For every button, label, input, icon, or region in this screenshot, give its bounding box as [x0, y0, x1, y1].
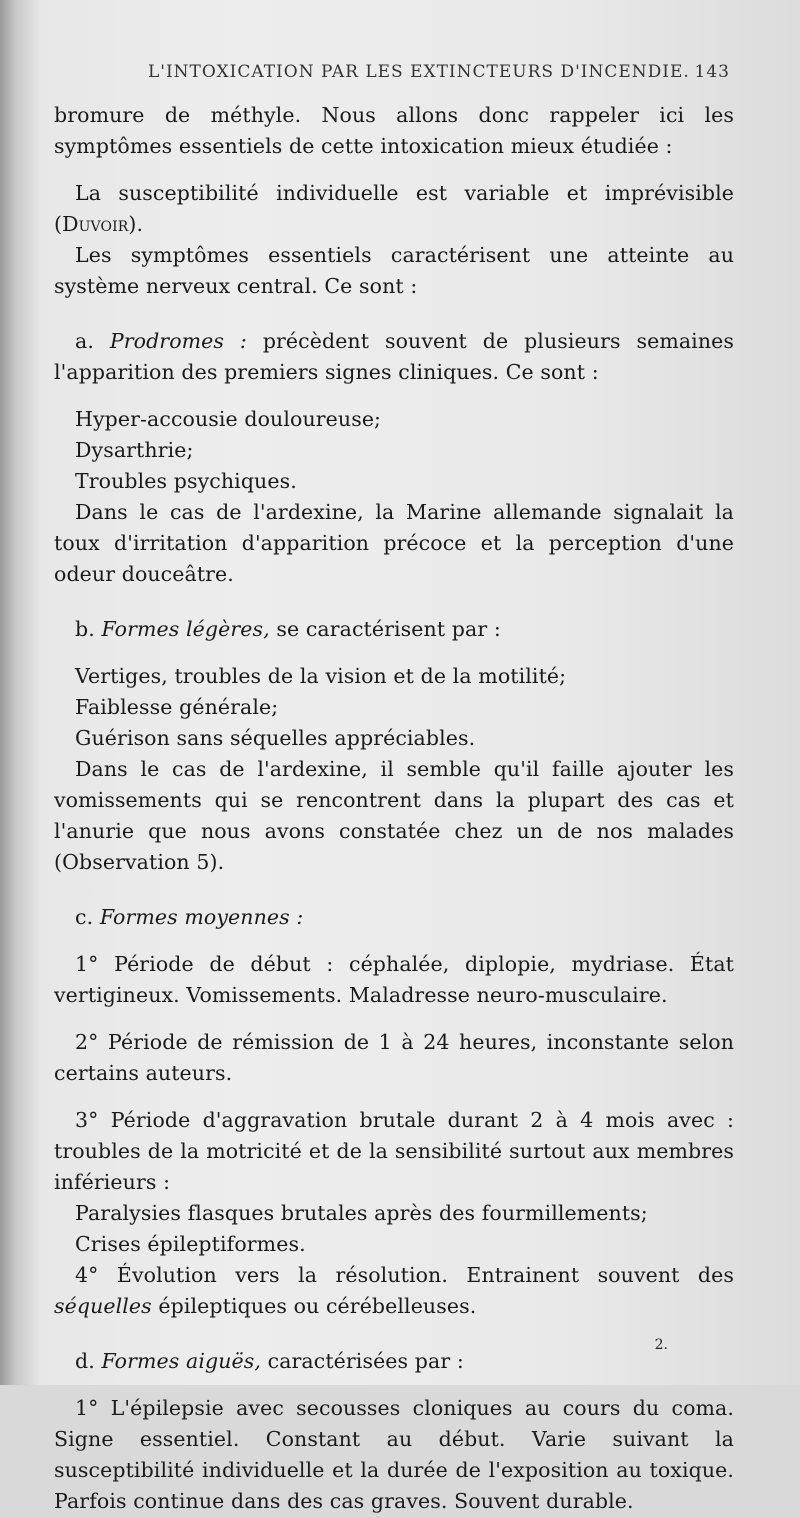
section-c-letter: c. [75, 905, 94, 929]
section-d-heading [54, 1346, 734, 1377]
section-b-note: Dans le cas de l'ardexine, il semble qu'il faille ajouter les vomissements qui se rencontrent dans la plupart des cas et l'anurie que nous avons constatée chez un de nos malades (Observation 5). [54, 757, 734, 874]
running-header [148, 62, 730, 82]
section-c-period-4: 4° Évolution vers la résolution. Entrainent souvent des séquelles épileptiques ou cérébelleuses. [54, 1263, 734, 1318]
section-d-label: Formes aiguës, [101, 1349, 261, 1373]
list-item: Faiblesse générale; [75, 695, 279, 719]
section-c-period-1: 1° Période de début : céphalée, diplopie, mydriase. État vertigineux. Vomissements. Maladresse neuro-musculaire. [54, 952, 734, 1007]
section-c-period-2: 2° Période de rémission de 1 à 24 heures, inconstante selon certains auteurs. [54, 1030, 734, 1085]
section-d-period-1: 1° L'épilepsie avec secousses cloniques au cours du coma. Signe essentiel. Constant au début. Varie suivant la susceptibilité individuelle et la durée de l'exposition au toxique. Parfois continue dans des cas graves. Souvent durable. [54, 1396, 734, 1513]
section-a-text: précèdent souvent de plusieurs semaines l'apparition des premiers signes cliniques. Ce sont : [54, 329, 734, 384]
section-b-label: Formes légères, [101, 617, 270, 641]
section-a-letter: a. [75, 329, 94, 353]
list-item: Vertiges, troubles de la vision et de la motilité; [75, 664, 567, 688]
list-item: Paralysies flasques brutales après des fourmillements; [75, 1201, 648, 1225]
section-b-heading [54, 614, 734, 645]
section-c-label: Formes moyennes : [99, 905, 304, 929]
running-title: L'INTOXICATION PAR LES EXTINCTEURS D'INCENDIE. [148, 62, 690, 82]
author-name: Duvoir [62, 212, 129, 236]
paragraph-symptoms: Les symptômes essentiels caractérisent une atteinte au système nerveux central. Ce sont : [54, 243, 734, 298]
section-b-text: se caractérisent par : [276, 617, 501, 641]
section-c-period-3: 3° Période d'aggravation brutale durant 2 à 4 mois avec : troubles de la motricité et de la sensibilité surtout aux membres inférieurs : [54, 1108, 734, 1194]
body-text [54, 100, 734, 1517]
list-item: Hyper-accousie douloureuse; [75, 407, 382, 431]
sequelles-italic: séquelles [54, 1294, 152, 1318]
page-number: 143 [694, 62, 730, 82]
section-d-letter: d. [75, 1349, 95, 1373]
list-item: Crises épileptiformes. [75, 1232, 306, 1256]
list-item: Troubles psychiques. [75, 469, 297, 493]
list-item: Guérison sans séquelles appréciables. [75, 726, 476, 750]
list-item: Dysarthrie; [75, 438, 194, 462]
page-fold-shadow [0, 0, 40, 1385]
section-a-heading [54, 326, 734, 388]
paragraph-intro: bromure de méthyle. Nous allons donc rappeler ici les symptômes essentiels de cette intoxication mieux étudiée : [54, 103, 734, 158]
section-c-heading [54, 902, 734, 933]
section-a-label: Prodromes : [109, 329, 247, 353]
section-b-letter: b. [75, 617, 95, 641]
section-a-note: Dans le cas de l'ardexine, la Marine allemande signalait la toux d'irritation d'apparition précoce et la perception d'une odeur douceâtre. [54, 500, 734, 586]
section-d-text: caractérisées par : [267, 1349, 464, 1373]
paragraph-susceptibility: La susceptibilité individuelle est variable et imprévisible (Duvoir). [54, 181, 734, 236]
signature-mark: 2. [654, 1337, 668, 1353]
